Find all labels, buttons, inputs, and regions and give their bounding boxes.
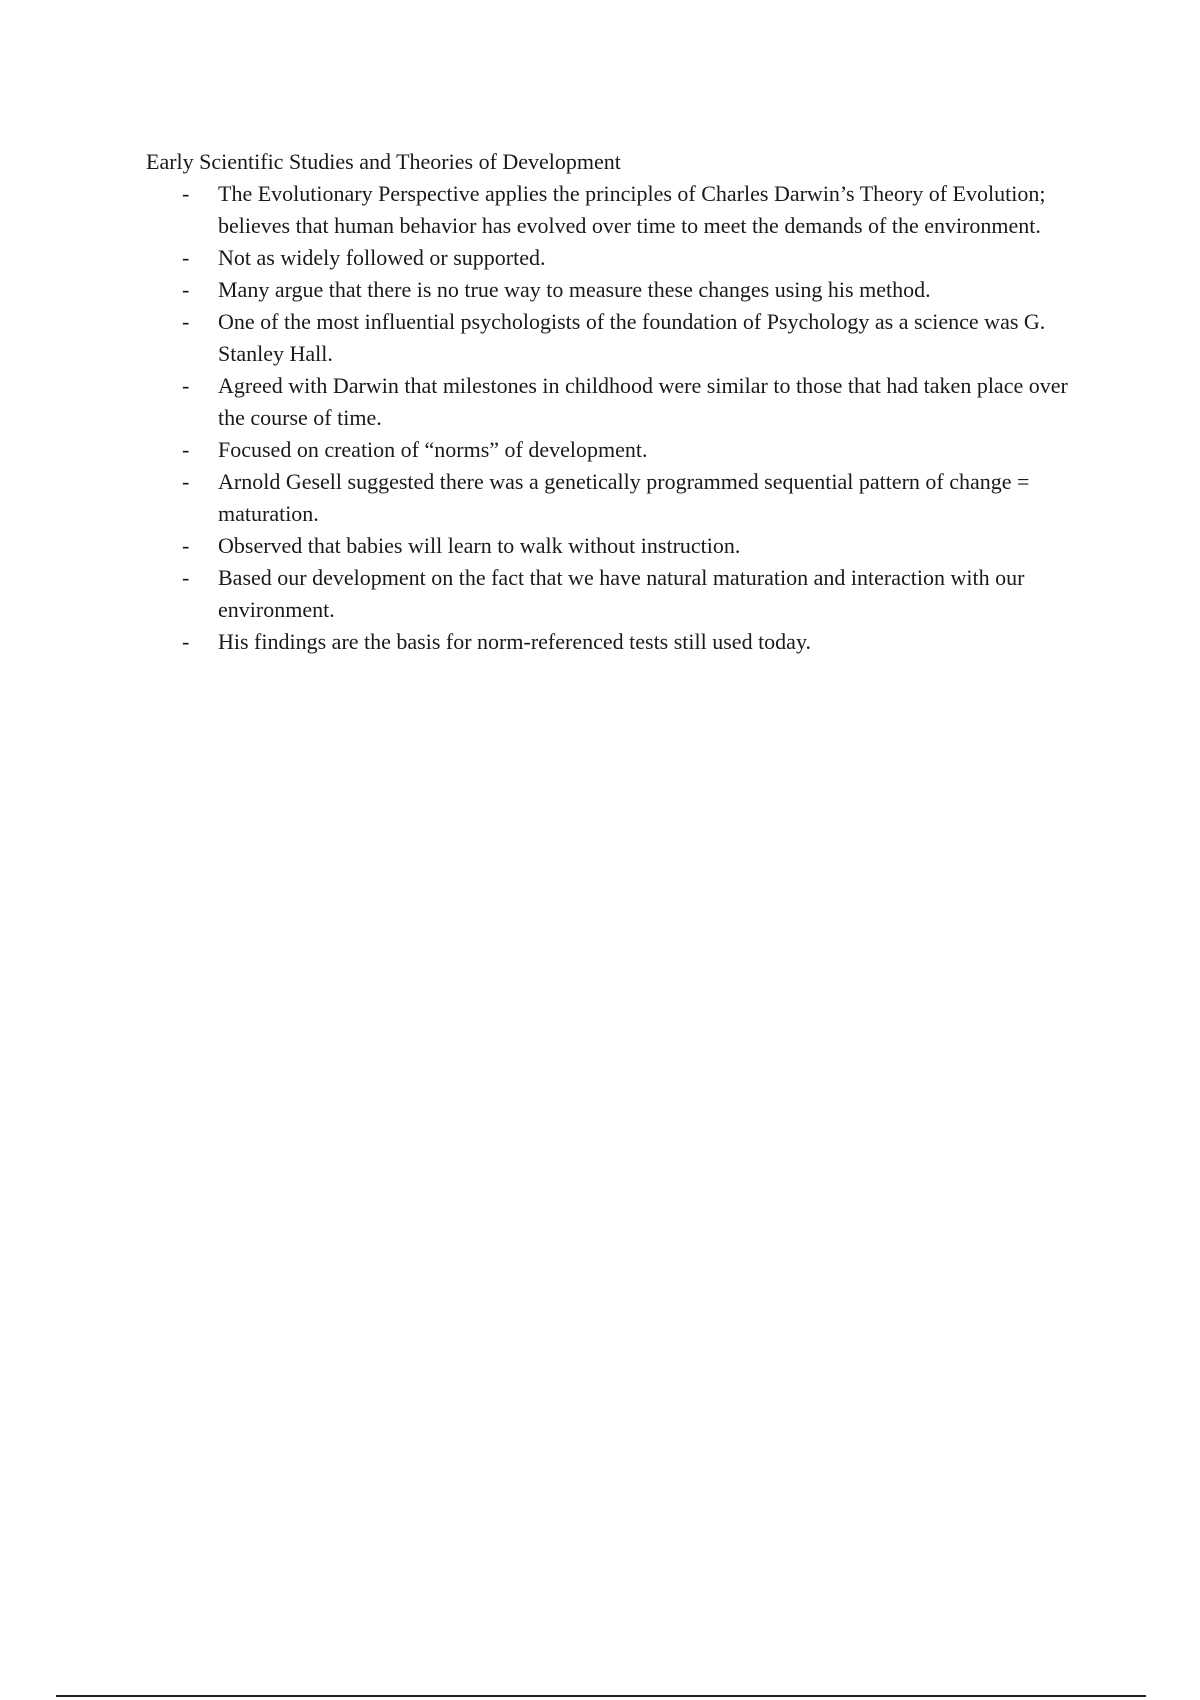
bullet-text: Not as widely followed or supported.	[218, 245, 546, 270]
section-heading: Early Scientific Studies and Theories of Development	[146, 149, 621, 174]
list-item	[146, 370, 1086, 434]
list-item	[146, 626, 1086, 658]
bullet-marker: -	[182, 277, 190, 302]
list-item	[146, 434, 1086, 466]
footer-divider	[56, 1695, 1146, 1697]
bullet-text: Focused on creation of “norms” of development.	[218, 437, 648, 462]
bullet-text: Agreed with Darwin that milestones in childhood were similar to those that had taken place over the course of time.	[218, 373, 1068, 430]
bullet-text: Based our development on the fact that we have natural maturation and interaction with our environment.	[218, 565, 1025, 622]
bullet-marker: -	[182, 309, 190, 334]
list-item	[146, 274, 1086, 306]
list-item	[146, 306, 1086, 370]
bullet-marker: -	[182, 245, 190, 270]
bullet-marker: -	[182, 565, 190, 590]
list-item	[146, 466, 1086, 530]
list-item	[146, 562, 1086, 626]
list-item	[146, 242, 1086, 274]
bullet-text: Observed that babies will learn to walk without instruction.	[218, 533, 741, 558]
list-item	[146, 530, 1086, 562]
bullet-marker: -	[182, 469, 190, 494]
bullet-marker: -	[182, 533, 190, 558]
bullet-text: The Evolutionary Perspective applies the principles of Charles Darwin’s Theory of Evolution; believes that human behavior has evolved over time to meet the demands of the environment.	[218, 181, 1046, 238]
bullet-text: Arnold Gesell suggested there was a genetically programmed sequential pattern of change = maturation.	[218, 469, 1030, 526]
bullet-list	[146, 178, 1086, 658]
bullet-text: His findings are the basis for norm-referenced tests still used today.	[218, 629, 812, 654]
list-item	[146, 178, 1086, 242]
bullet-marker: -	[182, 629, 190, 654]
bullet-marker: -	[182, 181, 190, 206]
bullet-marker: -	[182, 373, 190, 398]
bullet-text: One of the most influential psychologists of the foundation of Psychology as a science was G. Stanley Hall.	[218, 309, 1046, 366]
bullet-text: Many argue that there is no true way to measure these changes using his method.	[218, 277, 931, 302]
bullet-marker: -	[182, 437, 190, 462]
